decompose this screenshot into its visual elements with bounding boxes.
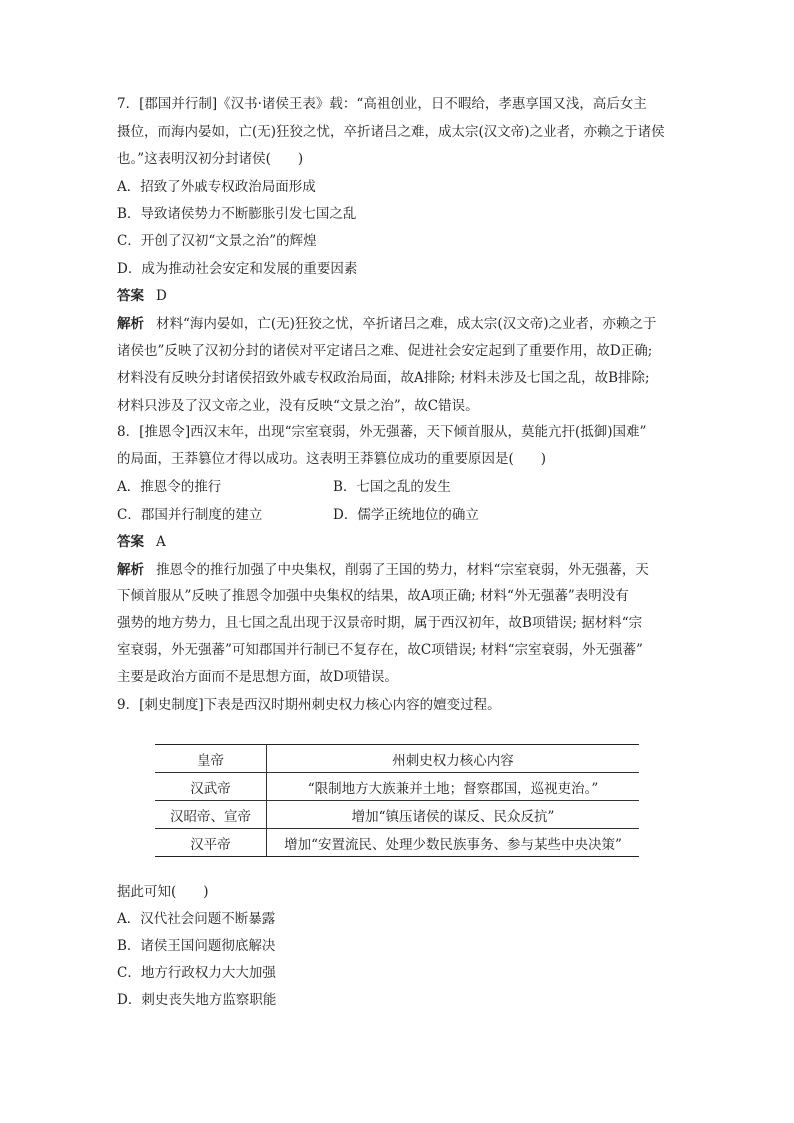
table-cell-emperor: 汉平帝 [155, 829, 267, 857]
q7-option-d: D．成为推动社会安定和发展的重要因素 [117, 261, 358, 277]
q7-stem-line-1: 7．[郡国并行制]《汉书·诸侯王表》载：“高祖创业，日不暇给，孝惠享国又浅，高后女主 [117, 96, 647, 112]
q7-analysis-line-4: 材料只涉及了汉文帝之业，没有反映“文景之治”，故C错误。 [117, 398, 479, 414]
analysis-label: 解析 [117, 562, 144, 578]
q7-stem-line-3: 也。”这表明汉初分封诸侯( ) [117, 151, 304, 167]
table-cell-content: “限制地方大族兼并土地；督察郡国，巡视吏治。” [267, 773, 640, 801]
q7-option-a: A．招致了外戚专权政治局面形成 [117, 179, 316, 195]
q8-analysis-text-1: 推恩令的推行加强了中央集权，削弱了王国的势力，材料“宗室衰弱，外无强蕃，天 [156, 562, 649, 578]
table-cell-emperor: 汉武帝 [155, 773, 267, 801]
q8-analysis-line-3: 强势的地方势力，且七国之乱出现于汉景帝时期，属于西汉初年，故B项错误; 据材料“宗 [117, 615, 643, 631]
q9-option-d: D．刺史丧失地方监察职能 [117, 992, 277, 1008]
q7-analysis-line-2: 诸侯也”反映了汉初分封的诸侯对平定诸吕之难、促进社会安定起到了重要作用，故D正确; [117, 343, 653, 359]
table-row [155, 773, 639, 801]
table-cell-emperor: 汉昭帝、宣帝 [155, 801, 267, 829]
q8-answer-value: A [156, 534, 166, 550]
q7-analysis-line-3: 材料没有反映分封诸侯招致外戚专权政治局面，故A排除; 材料未涉及七国之乱，故B排除; [117, 370, 650, 386]
table-header-row [155, 745, 639, 773]
q9-table [155, 744, 639, 857]
table-cell-content: 增加“镇压诸侯的谋反、民众反抗” [267, 801, 640, 829]
q8-analysis-line-1 [117, 560, 649, 580]
q8-answer [117, 532, 166, 552]
q8-analysis-line-5: 主要是政治方面而不是思想方面，故D项错误。 [117, 669, 398, 685]
q8-option-a: A．推恩令的推行 [117, 479, 222, 495]
q9-option-a: A．汉代社会问题不断暴露 [117, 911, 276, 927]
q9-stem-line-1: 9．[刺史制度]下表是西汉时期州刺史权力核心内容的嬗变过程。 [117, 697, 501, 713]
q8-stem-line-2: 的局面，王莽篡位才得以成功。这表明王莽篡位成功的重要原因是( ) [117, 451, 547, 467]
q8-analysis-line-2: 下倾首服从”反映了推恩令加强中央集权的结果，故A项正确; 材料“外无强蕃”表明没有 [117, 588, 629, 604]
q8-option-b: B．七国之乱的发生 [333, 479, 451, 495]
q9-option-c: C．地方行政权力大大加强 [117, 965, 276, 981]
table-cell-content: 增加“安置流民、处理少数民族事务、参与某些中央决策” [267, 829, 640, 857]
q8-option-d: D．儒学正统地位的确立 [333, 507, 479, 523]
table-header-emperor: 皇帝 [155, 745, 267, 773]
q8-stem-line-1: 8．[推恩令]西汉末年，出现“宗室衰弱，外无强蕃，天下倾首服从，莫能亢扞(抵御)国难” [117, 424, 647, 440]
q7-option-b: B．导致诸侯势力不断膨胀引发七国之乱 [117, 206, 357, 222]
q8-option-c: C．郡国并行制度的建立 [117, 507, 263, 523]
q8-analysis-line-4: 室衰弱，外无强蕃”可知郡国并行制已不复存在，故C项错误; 材料“宗室衰弱，外无强蕃” [117, 642, 643, 658]
q7-analysis-text-1: 材料“海内晏如，亡(无)狂狡之忧，卒折诸吕之难，成太宗(汉文帝)之业者，亦赖之于 [156, 316, 657, 332]
analysis-label: 解析 [117, 316, 144, 332]
q7-answer [117, 286, 167, 306]
q7-answer-value: D [156, 288, 167, 304]
table-row [155, 829, 639, 857]
answer-label: 答案 [117, 288, 144, 304]
q7-stem-line-2: 摄位，而海内晏如，亡(无)狂狡之忧，卒折诸吕之难，成太宗(汉文帝)之业者，亦赖之于诸侯 [117, 124, 665, 140]
answer-label: 答案 [117, 534, 144, 550]
q7-option-c: C．开创了汉初“文景之治”的辉煌 [117, 233, 317, 249]
q9-question: 据此可知( ) [117, 884, 209, 900]
q9-option-b: B．诸侯王国问题彻底解决 [117, 938, 276, 954]
table-header-content: 州刺史权力核心内容 [267, 745, 640, 773]
q7-analysis-line-1 [117, 314, 656, 334]
table-row [155, 801, 639, 829]
